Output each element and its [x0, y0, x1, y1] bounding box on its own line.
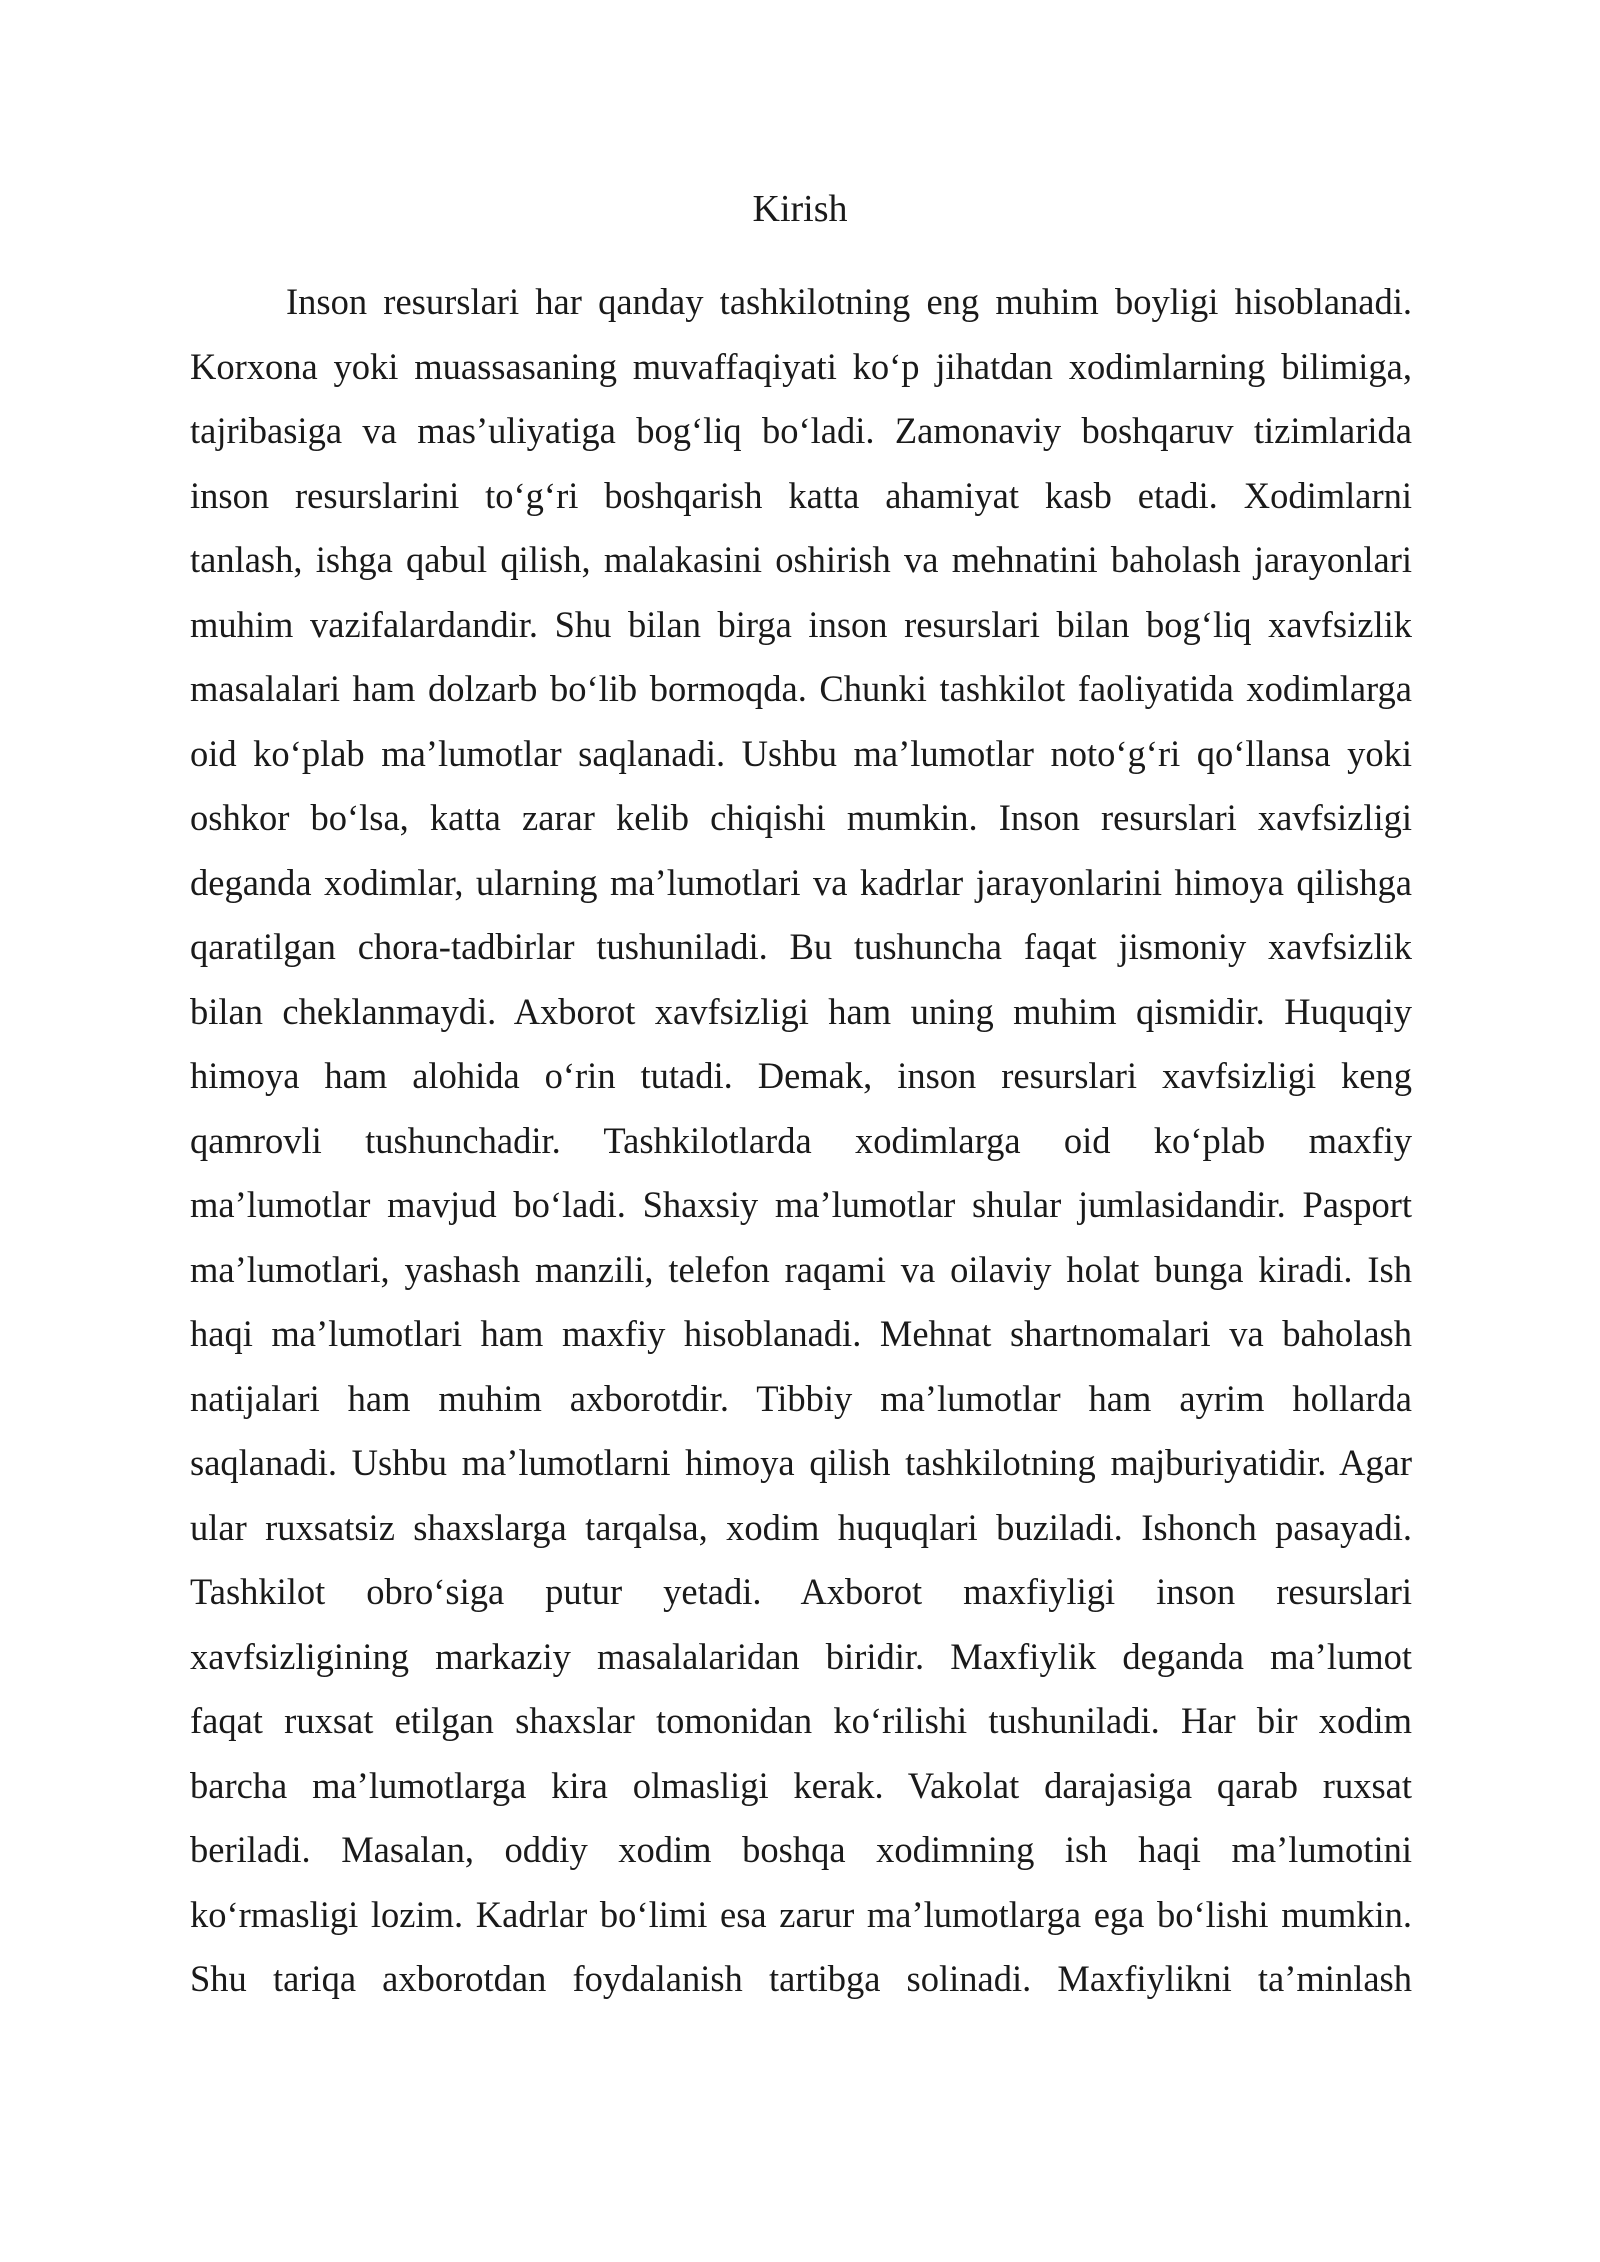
paragraph-line: ular ruxsatsiz shaxslarga tarqalsa, xodim huquqlari buziladi. Ishonch pasayadi. [190, 1506, 1412, 1548]
paragraph-line: himoya ham alohida o‘rin tutadi. Demak, inson resurslari xavfsizligi keng [190, 1055, 1412, 1096]
paragraph-line: masalalari ham dolzarb bo‘lib bormoqda. Chunki tashkilot faoliyatida xodimlarga [190, 668, 1412, 709]
paragraph-line: tanlash, ishga qabul qilish, malakasini oshirish va mehnatini baholash jarayonlari [190, 539, 1412, 580]
paragraph-line: xavfsizligining markaziy masalalaridan biridir. Maxfiylik deganda ma’lumot [190, 1635, 1412, 1677]
page-title: Kirish [752, 188, 848, 230]
paragraph-line: faqat ruxsat etilgan shaxslar tomonidan ko‘rilishi tushuniladi. Har bir xodim [190, 1700, 1412, 1741]
paragraph-line: oid ko‘plab ma’lumotlar saqlanadi. Ushbu ma’lumotlar noto‘g‘ri qo‘llansa yoki [190, 732, 1412, 774]
paragraph-line: saqlanadi. Ushbu ma’lumotlarni himoya qilish tashkilotning majburiyatidir. Agar [190, 1442, 1412, 1483]
paragraph-line: oshkor bo‘lsa, katta zarar kelib chiqishi mumkin. Inson resurslari xavfsizligi [190, 797, 1412, 838]
paragraph-line: ma’lumotlari, yashash manzili, telefon raqami va oilaviy holat bunga kiradi. Ish [190, 1248, 1412, 1290]
paragraph-line: bilan cheklanmaydi. Axborot xavfsizligi ham uning muhim qismidir. Huquqiy [190, 990, 1412, 1032]
paragraph-line: deganda xodimlar, ularning ma’lumotlari va kadrlar jarayonlarini himoya qilishga [190, 861, 1412, 903]
paragraph-line: Shu tariqa axborotdan foydalanish tartibga solinadi. Maxfiylikni ta’minlash [190, 1958, 1412, 1999]
paragraph-line: Inson resurslari har qanday tashkilotning eng muhim boyligi hisoblanadi. [286, 281, 1412, 322]
paragraph-line: ko‘rmasligi lozim. Kadrlar bo‘limi esa zarur ma’lumotlarga ega bo‘lishi mumkin. [190, 1893, 1412, 1935]
body-paragraph [190, 270, 1412, 2012]
paragraph-line: muhim vazifalardandir. Shu bilan birga inson resurslari bilan bog‘liq xavfsizlik [190, 603, 1412, 645]
paragraph-line: qamrovli tushunchadir. Tashkilotlarda xodimlarga oid ko‘plab maxfiy [190, 1119, 1412, 1161]
paragraph-line: haqi ma’lumotlari ham maxfiy hisoblanadi. Mehnat shartnomalari va baholash [190, 1313, 1412, 1354]
paragraph-line: Tashkilot obro‘siga putur yetadi. Axborot maxfiyligi inson resurslari [190, 1571, 1412, 1612]
paragraph-line: beriladi. Masalan, oddiy xodim boshqa xodimning ish haqi ma’lumotini [190, 1829, 1412, 1870]
paragraph-line: ma’lumotlar mavjud bo‘ladi. Shaxsiy ma’lumotlar shular jumlasidandir. Pasport [190, 1184, 1412, 1225]
paragraph-line: natijalari ham muhim axborotdir. Tibbiy ma’lumotlar ham ayrim hollarda [190, 1377, 1412, 1419]
paragraph-line: qaratilgan chora-tadbirlar tushuniladi. Bu tushuncha faqat jismoniy xavfsizlik [190, 926, 1412, 967]
paragraph-line: barcha ma’lumotlarga kira olmasligi kerak. Vakolat darajasiga qarab ruxsat [190, 1764, 1412, 1806]
paragraph-line: tajribasiga va mas’uliyatiga bog‘liq bo‘ladi. Zamonaviy boshqaruv tizimlarida [190, 410, 1412, 451]
paragraph-line: Korxona yoki muassasaning muvaffaqiyati ko‘p jihatdan xodimlarning bilimiga, [190, 345, 1412, 387]
paragraph-line: inson resurslarini to‘g‘ri boshqarish katta ahamiyat kasb etadi. Xodimlarni [190, 474, 1412, 516]
